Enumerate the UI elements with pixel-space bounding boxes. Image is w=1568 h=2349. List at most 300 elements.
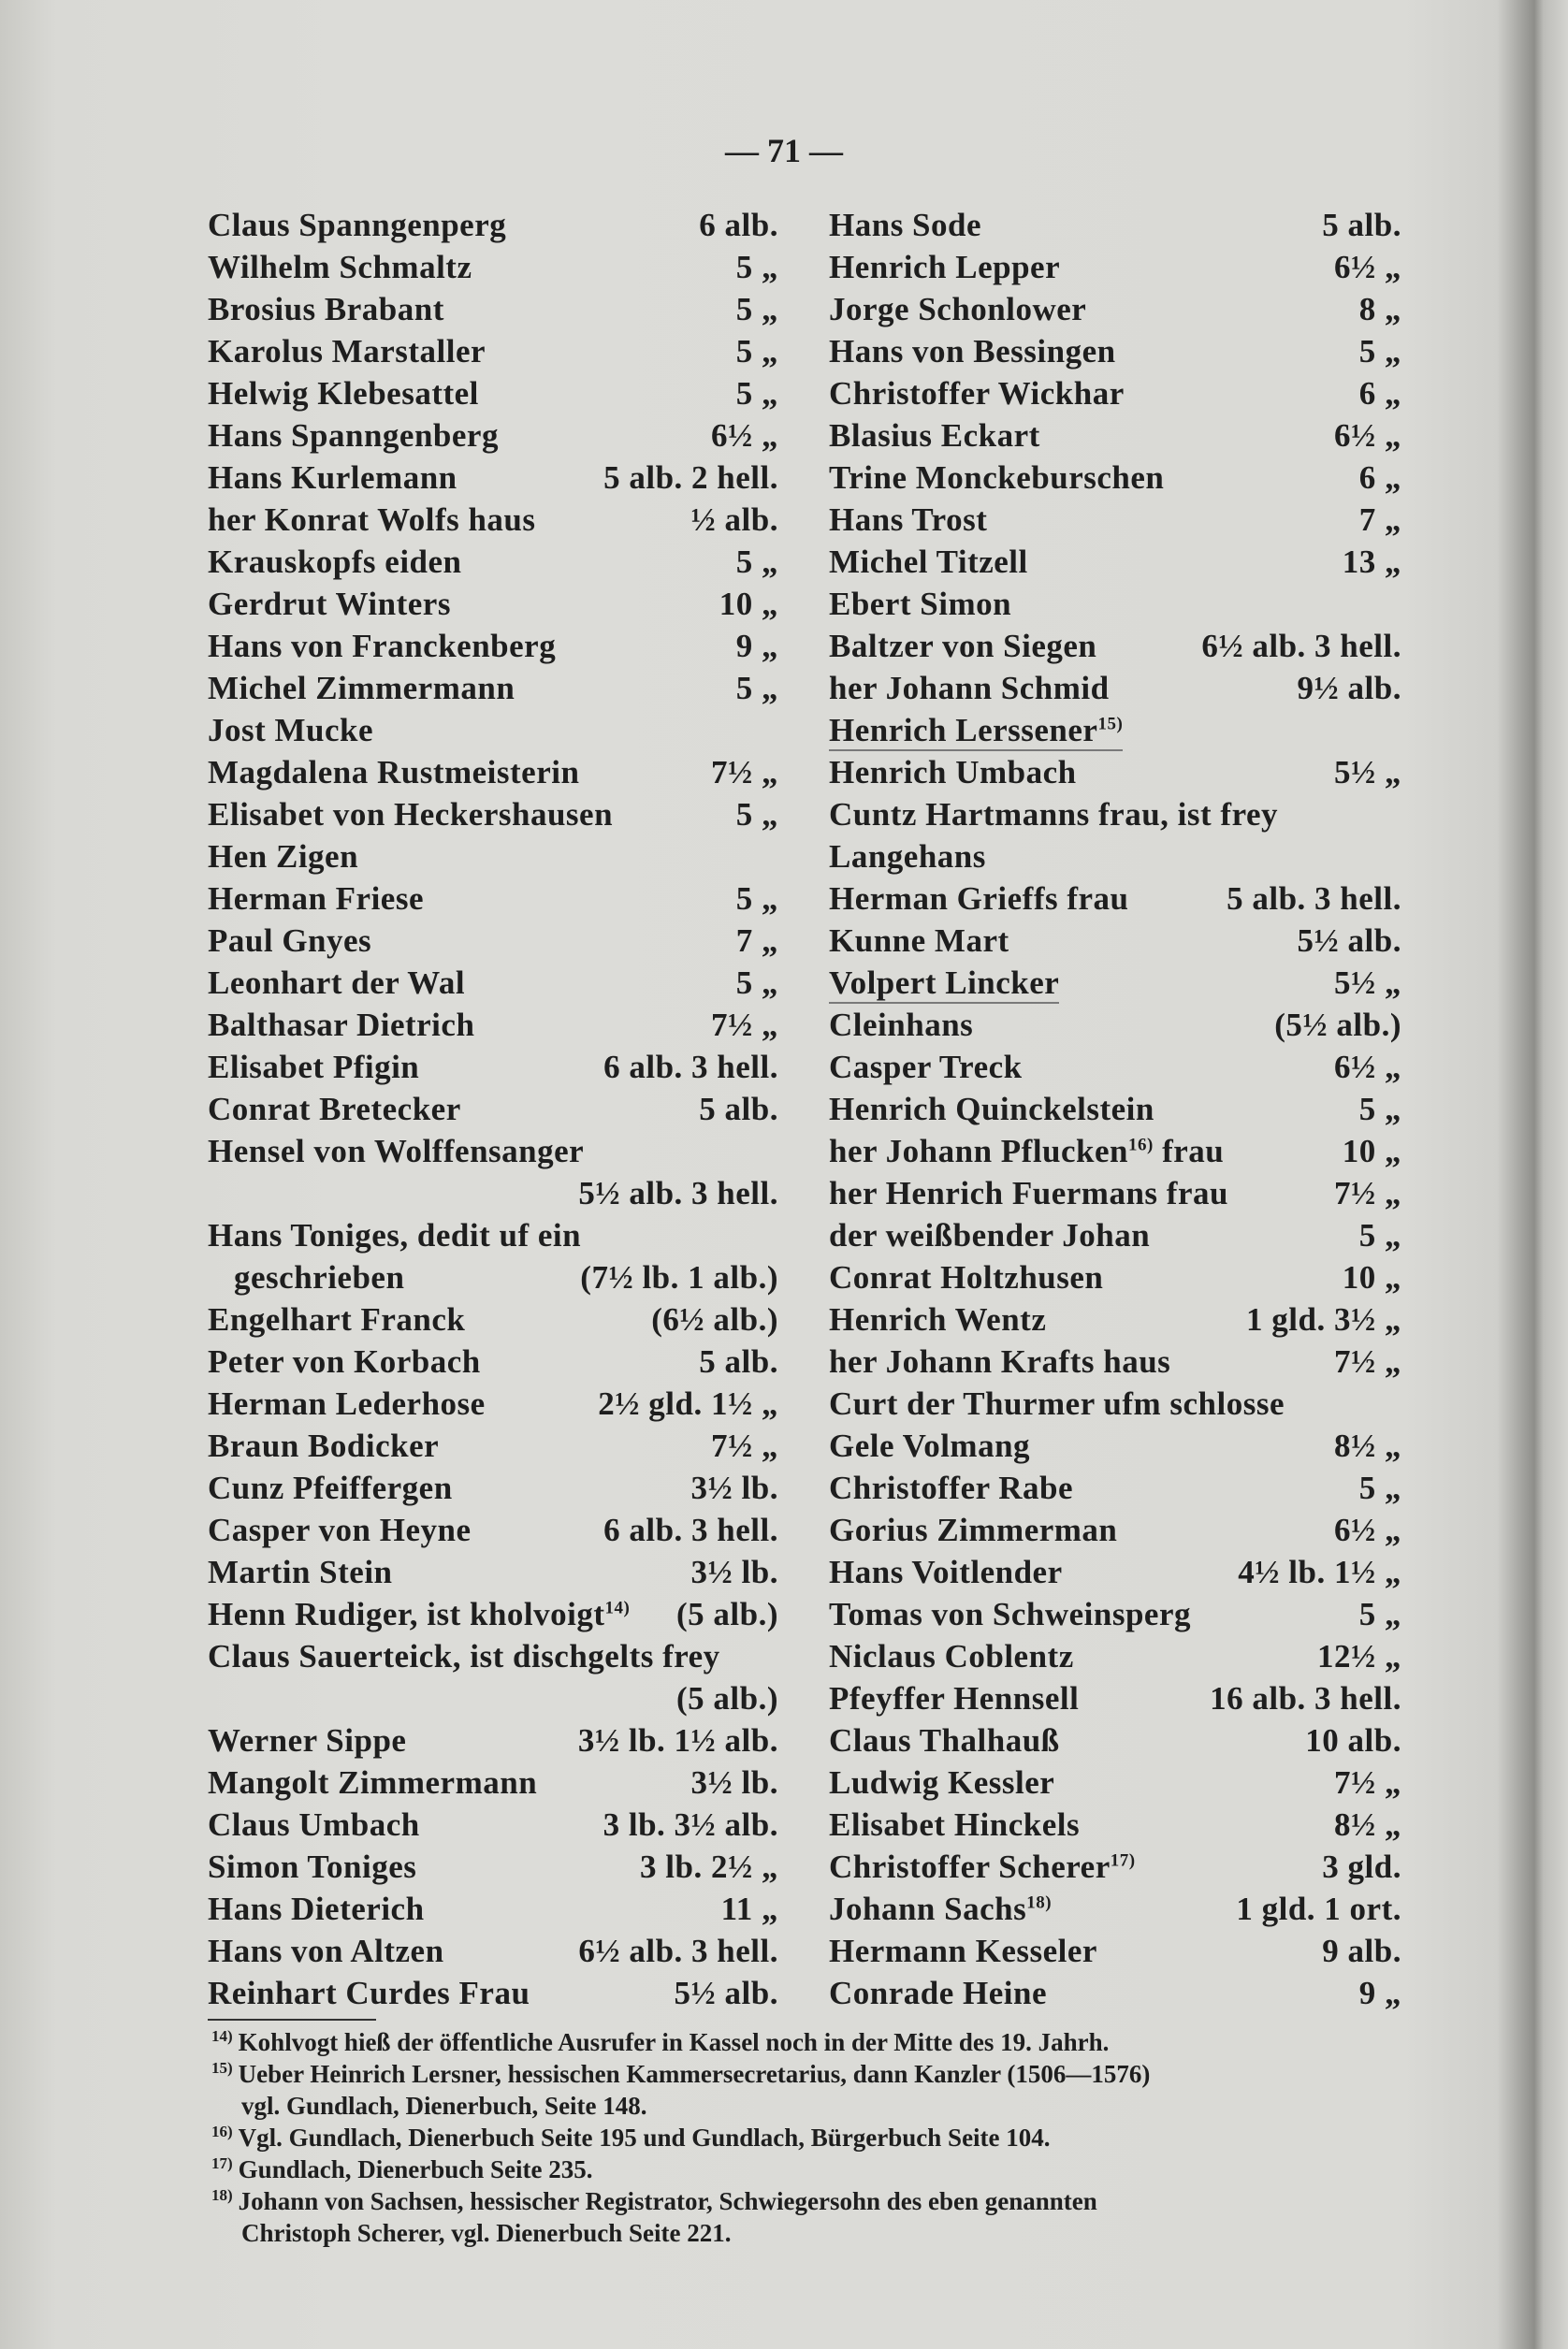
entry-amount: ½ alb. xyxy=(690,501,778,538)
entry-amount: 5 „ xyxy=(1358,1091,1401,1127)
footnote-text: Christoph Scherer, vgl. Dienerbuch Seite 221. xyxy=(241,2219,732,2247)
footnote-line xyxy=(211,2153,1409,2185)
list-entry xyxy=(208,1551,778,1593)
entry-name-text: Casper Treck xyxy=(829,1049,1023,1085)
footnote-divider xyxy=(208,2019,376,2021)
entry-name xyxy=(208,1256,404,1298)
footnote-number: 18) xyxy=(211,2186,233,2204)
entry-name-text: Peter von Korbach xyxy=(208,1343,481,1380)
entry-amount: 10 „ xyxy=(1342,1133,1401,1169)
list-entry xyxy=(829,330,1401,372)
entry-amount: 7½ „ xyxy=(1334,1343,1401,1380)
entry-amount: 6½ „ xyxy=(1334,1512,1401,1548)
list-entry xyxy=(829,962,1401,1004)
list-entry xyxy=(208,288,778,330)
list-entry xyxy=(208,1930,778,1972)
entry-amount: 5 „ xyxy=(735,249,778,285)
entry-amount: 5 „ xyxy=(735,544,778,580)
entry-name-text: Hans Kurlemann xyxy=(208,459,457,496)
list-entry xyxy=(829,499,1401,541)
entry-name-text: Henrich Umbach xyxy=(829,754,1077,790)
entry-name xyxy=(829,414,1040,457)
entry-name-text: Braun Bodicker xyxy=(208,1428,440,1464)
list-entry xyxy=(829,1762,1401,1804)
list-entry xyxy=(829,1677,1401,1719)
entry-name xyxy=(829,541,1028,583)
entry-name xyxy=(208,1214,581,1256)
list-entry xyxy=(208,1088,778,1130)
entry-name xyxy=(829,1804,1080,1846)
list-entry xyxy=(208,1972,778,2014)
entry-name-text: Ebert Simon xyxy=(829,586,1012,622)
entry-amount: 6½ „ xyxy=(1334,249,1401,285)
list-entry xyxy=(208,1719,778,1762)
entry-name xyxy=(208,499,536,541)
entry-name-text: Helwig Klebesattel xyxy=(208,375,479,412)
entry-name-text: Jorge Schonlower xyxy=(829,291,1087,327)
entry-amount: 7½ „ xyxy=(711,1428,778,1464)
entry-name-text: Henrich Quinckelstein xyxy=(829,1091,1154,1127)
entry-name-text: Jost Mucke xyxy=(208,712,374,748)
list-entry xyxy=(208,414,778,457)
list-entry xyxy=(829,1804,1401,1846)
entry-amount: 5 „ xyxy=(1358,1470,1401,1506)
list-entry xyxy=(208,835,778,877)
entry-amount: 7 „ xyxy=(1358,501,1401,538)
entry-name xyxy=(208,457,457,499)
list-entry xyxy=(829,372,1401,414)
entry-amount: 6 alb. xyxy=(699,207,778,243)
list-entry xyxy=(829,625,1401,667)
entry-name-text: Ludwig Kessler xyxy=(829,1764,1055,1801)
entry-name xyxy=(208,246,472,288)
right-column-list xyxy=(829,204,1401,2014)
list-entry xyxy=(829,709,1401,751)
entry-name-text: Hans Spanngenberg xyxy=(208,417,499,454)
entry-name-text: Hans von Bessingen xyxy=(829,333,1116,370)
entry-name-text: Blasius Eckart xyxy=(829,417,1040,454)
list-entry xyxy=(208,1509,778,1551)
entry-amount: (5 alb.) xyxy=(676,1680,778,1717)
entry-name xyxy=(829,877,1129,920)
list-entry xyxy=(829,1046,1401,1088)
entry-name-text: Claus Sauerteick, ist dischgelts frey xyxy=(208,1638,720,1675)
entry-name xyxy=(208,920,371,962)
entry-name-text: Reinhart Curdes Frau xyxy=(208,1975,530,2011)
entry-amount: 5 „ xyxy=(735,291,778,327)
list-entry xyxy=(829,877,1401,920)
entry-amount: 8 „ xyxy=(1358,291,1401,327)
list-entry xyxy=(829,920,1401,962)
footnote-number: 17) xyxy=(211,2154,233,2172)
entry-name xyxy=(829,1972,1047,2014)
list-entry xyxy=(829,1214,1401,1256)
entry-name xyxy=(829,457,1164,499)
entry-amount: 6½ „ xyxy=(1334,417,1401,454)
entry-amount: 1 gld. 1 ort. xyxy=(1236,1891,1401,1927)
entry-amount: 5 „ xyxy=(735,375,778,412)
list-entry xyxy=(829,1383,1401,1425)
list-entry xyxy=(829,751,1401,793)
list-entry xyxy=(829,1341,1401,1383)
entry-name-text: Christoffer Rabe xyxy=(829,1470,1074,1506)
list-entry xyxy=(208,1467,778,1509)
entry-name-text: Werner Sippe xyxy=(208,1722,407,1759)
entry-name xyxy=(208,1467,453,1509)
entry-amount: 5 alb. 2 hell. xyxy=(603,459,778,496)
list-entry xyxy=(208,204,778,246)
list-entry xyxy=(208,1383,778,1425)
entry-name xyxy=(829,1004,973,1046)
list-entry xyxy=(208,1888,778,1930)
entry-name-text: Henrich Wentz xyxy=(829,1301,1047,1338)
list-entry xyxy=(829,583,1401,625)
entry-amount: 5½ „ xyxy=(1334,754,1401,790)
entry-name xyxy=(208,1930,444,1972)
entry-amount: 5 alb. xyxy=(699,1343,778,1380)
list-entry xyxy=(829,457,1401,499)
footnote-line xyxy=(211,2185,1409,2217)
entry-name-text: Volpert Lincker xyxy=(829,964,1060,1001)
entry-name-text: Elisabet Pfigin xyxy=(208,1049,420,1085)
entry-name xyxy=(208,1551,393,1593)
entry-name xyxy=(208,541,462,583)
entry-name xyxy=(829,1467,1073,1509)
entry-amount: 5 „ xyxy=(1358,1596,1401,1632)
list-entry xyxy=(829,1088,1401,1130)
list-entry xyxy=(208,583,778,625)
list-entry xyxy=(829,246,1401,288)
entry-name-text: geschrieben xyxy=(234,1259,405,1296)
entry-amount: 5½ „ xyxy=(1334,964,1401,1001)
entry-name xyxy=(829,962,1059,1004)
entry-amount: 3 gld. xyxy=(1322,1849,1401,1885)
entry-name xyxy=(829,625,1096,667)
footnote-text: Gundlach, Dienerbuch Seite 235. xyxy=(238,2155,593,2183)
entry-name xyxy=(829,1509,1117,1551)
entry-name-text: Hans Voitlender xyxy=(829,1554,1063,1590)
footnote-line xyxy=(211,2217,1409,2249)
entry-amount: 8½ „ xyxy=(1334,1806,1401,1843)
entry-name xyxy=(829,1046,1023,1088)
list-entry xyxy=(208,541,778,583)
list-entry xyxy=(829,1425,1401,1467)
entry-name xyxy=(829,1341,1170,1383)
entry-name xyxy=(829,1888,1052,1930)
entry-name-text: Trine Monckeburschen xyxy=(829,459,1165,496)
entry-name-text: Cuntz Hartmanns frau, ist frey xyxy=(829,796,1279,833)
entry-amount: 10 alb. xyxy=(1305,1722,1401,1759)
entry-amount: 6½ alb. 3 hell. xyxy=(1201,628,1401,664)
entry-amount: 1 gld. 3½ „ xyxy=(1246,1301,1401,1338)
entry-name xyxy=(208,1804,420,1846)
entry-amount: 10 „ xyxy=(719,586,778,622)
list-entry xyxy=(829,1467,1401,1509)
entry-name xyxy=(829,1635,1074,1677)
list-entry xyxy=(208,246,778,288)
list-entry xyxy=(829,288,1401,330)
entry-name xyxy=(208,962,465,1004)
list-entry xyxy=(208,1298,778,1341)
footnote-ref: 15) xyxy=(1097,714,1124,734)
entry-name-text: Krauskopfs eiden xyxy=(208,544,462,580)
list-entry xyxy=(829,1298,1401,1341)
list-entry xyxy=(208,330,778,372)
list-entry xyxy=(208,1256,778,1298)
entry-amount: 6½ „ xyxy=(711,417,778,454)
entry-name xyxy=(208,1004,474,1046)
list-entry xyxy=(208,1635,778,1677)
entry-amount: 5 „ xyxy=(735,964,778,1001)
entry-amount: 5½ alb. 3 hell. xyxy=(578,1175,778,1211)
entry-name-text: Conrade Heine xyxy=(829,1975,1048,2011)
entry-name-text: Gerdrut Winters xyxy=(208,586,451,622)
list-entry xyxy=(208,1214,778,1256)
entry-name-text: Herman Lederhose xyxy=(208,1385,486,1422)
list-entry xyxy=(208,499,778,541)
entry-amount: 5 „ xyxy=(735,880,778,917)
entry-amount: 5 „ xyxy=(735,670,778,706)
entry-name xyxy=(208,835,358,877)
entry-amount: 5 alb. xyxy=(699,1091,778,1127)
footnote-line xyxy=(211,2122,1409,2153)
entry-name xyxy=(829,1172,1228,1214)
footnote-text: Vgl. Gundlach, Dienerbuch Seite 195 und Gundlach, Bürgerbuch Seite 104. xyxy=(238,2124,1051,2152)
entry-amount: 4½ lb. 1½ „ xyxy=(1238,1554,1401,1590)
list-entry xyxy=(208,1804,778,1846)
entry-name xyxy=(829,1762,1054,1804)
footnote-text: vgl. Gundlach, Dienerbuch, Seite 148. xyxy=(241,2092,647,2120)
entry-name-text: Hans von Altzen xyxy=(208,1933,444,1969)
entry-name xyxy=(829,751,1077,793)
entry-amount: 3 lb. 2½ „ xyxy=(640,1849,778,1885)
entry-name-text: Pfeyffer Hennsell xyxy=(829,1680,1080,1717)
entry-name-text: Martin Stein xyxy=(208,1554,393,1590)
footnote-number: 14) xyxy=(211,2027,233,2045)
entry-amount: 5½ alb. xyxy=(1297,922,1401,959)
entry-name xyxy=(208,1509,472,1551)
entry-amount: 2½ gld. 1½ „ xyxy=(598,1385,778,1422)
entry-amount: 5 „ xyxy=(735,796,778,833)
list-entry xyxy=(208,667,778,709)
entry-name-text: Niclaus Coblentz xyxy=(829,1638,1074,1675)
entry-name-text: Christoffer Wickhar xyxy=(829,375,1125,412)
list-entry xyxy=(829,1256,1401,1298)
footnotes xyxy=(211,2026,1409,2249)
list-entry xyxy=(829,414,1401,457)
list-entry xyxy=(208,793,778,835)
entry-name xyxy=(829,1256,1103,1298)
entry-amount: 7½ „ xyxy=(711,1007,778,1043)
entry-amount: 8½ „ xyxy=(1334,1428,1401,1464)
entry-name xyxy=(208,1888,425,1930)
entry-name xyxy=(829,1298,1046,1341)
entry-name-text: Langehans xyxy=(829,838,986,875)
list-entry xyxy=(208,1846,778,1888)
entry-name-text: Johann Sachs xyxy=(829,1891,1027,1927)
entry-name-text: Gele Volmang xyxy=(829,1428,1031,1464)
list-entry xyxy=(208,1677,778,1719)
entry-name-text: her Johann Krafts haus xyxy=(829,1343,1171,1380)
entry-name xyxy=(829,1130,1224,1172)
entry-amount: 6 alb. 3 hell. xyxy=(603,1049,778,1085)
entry-amount: 5 „ xyxy=(1358,1217,1401,1254)
entry-name-text: Henn Rudiger, ist kholvoigt xyxy=(208,1596,605,1632)
entry-amount: 3½ lb. 1½ alb. xyxy=(577,1722,778,1759)
list-entry xyxy=(829,1888,1401,1930)
entry-name xyxy=(829,1214,1150,1256)
entry-name xyxy=(208,288,444,330)
entry-name xyxy=(208,709,373,751)
entry-name-text: Michel Titzell xyxy=(829,544,1028,580)
entry-name-text: Michel Zimmermann xyxy=(208,670,515,706)
entry-name-text: Hensel von Wolffensanger xyxy=(208,1133,585,1169)
entry-name xyxy=(208,1425,439,1467)
entry-name xyxy=(208,204,506,246)
entry-name-text: Conrat Bretecker xyxy=(208,1091,461,1127)
entry-name-text: Hans Trost xyxy=(829,501,988,538)
entry-amount: (6½ alb.) xyxy=(651,1301,778,1338)
entry-name-text: der weißbender Johan xyxy=(829,1217,1151,1254)
list-entry xyxy=(829,1551,1401,1593)
entry-amount: 13 „ xyxy=(1342,544,1401,580)
entry-name-text: Simon Toniges xyxy=(208,1849,417,1885)
entry-name xyxy=(829,1425,1030,1467)
entry-name-text: Hans Sode xyxy=(829,207,982,243)
list-entry xyxy=(829,1846,1401,1888)
list-entry xyxy=(829,1972,1401,2014)
list-entry xyxy=(829,667,1401,709)
entry-name xyxy=(208,1383,486,1425)
list-entry xyxy=(829,204,1401,246)
entry-amount: 6 „ xyxy=(1358,375,1401,412)
list-entry xyxy=(208,1593,778,1635)
entry-name xyxy=(208,625,556,667)
entry-name xyxy=(208,1972,530,2014)
list-entry xyxy=(829,835,1401,877)
entry-name xyxy=(829,583,1011,625)
entry-name-text: Casper von Heyne xyxy=(208,1512,472,1548)
entry-amount: 5 alb. 3 hell. xyxy=(1227,880,1401,917)
footnote-number: 16) xyxy=(211,2123,233,2140)
list-entry xyxy=(829,1509,1401,1551)
entry-name xyxy=(208,1341,481,1383)
list-entry xyxy=(208,1046,778,1088)
list-entry xyxy=(829,1930,1401,1972)
entry-amount: 3½ lb. xyxy=(690,1470,778,1506)
list-entry xyxy=(829,1635,1401,1677)
list-entry xyxy=(829,793,1401,835)
list-entry xyxy=(208,1004,778,1046)
entry-name-text: Karolus Marstaller xyxy=(208,333,486,370)
footnote-line xyxy=(211,2026,1409,2058)
entry-name-text: Engelhart Franck xyxy=(208,1301,466,1338)
entry-name-text: Gorius Zimmerman xyxy=(829,1512,1118,1548)
entry-name xyxy=(208,330,486,372)
entry-name-text: her Johann Pflucken xyxy=(829,1133,1129,1169)
entry-name xyxy=(208,1762,537,1804)
list-entry xyxy=(829,1719,1401,1762)
entry-amount: 7 „ xyxy=(735,922,778,959)
list-entry xyxy=(829,1130,1401,1172)
entry-name-text: Kunne Mart xyxy=(829,922,1009,959)
entry-name xyxy=(829,330,1116,372)
entry-name xyxy=(829,1930,1097,1972)
entry-name xyxy=(208,667,515,709)
entry-name-text: Cleinhans xyxy=(829,1007,974,1043)
entry-name-text: Claus Spanngenperg xyxy=(208,207,507,243)
entry-name-text: Wilhelm Schmaltz xyxy=(208,249,472,285)
entry-amount: 11 „ xyxy=(720,1891,778,1927)
entry-name xyxy=(829,1551,1063,1593)
list-entry xyxy=(829,1004,1401,1046)
entry-name xyxy=(208,372,479,414)
entry-name xyxy=(208,1635,720,1677)
entry-name-text: Hans von Franckenberg xyxy=(208,628,557,664)
entry-amount: 7½ „ xyxy=(1334,1764,1401,1801)
entry-name-text: Claus Umbach xyxy=(208,1806,420,1843)
footnote-ref: 14) xyxy=(604,1598,631,1618)
entry-amount: 3½ lb. xyxy=(690,1554,778,1590)
entry-name-text: Mangolt Zimmermann xyxy=(208,1764,538,1801)
entry-name-text: Hermann Kesseler xyxy=(829,1933,1097,1969)
footnote-ref: 17) xyxy=(1110,1850,1136,1871)
entry-name xyxy=(829,835,986,877)
entry-name xyxy=(829,1088,1154,1130)
entry-name xyxy=(208,1130,584,1172)
list-entry xyxy=(208,1762,778,1804)
entry-name-text: Baltzer von Siegen xyxy=(829,628,1097,664)
left-column-list xyxy=(208,204,778,2014)
entry-name xyxy=(829,246,1060,288)
entry-amount: 6 „ xyxy=(1358,459,1401,496)
entry-amount: 7½ „ xyxy=(711,754,778,790)
entry-amount: 5 „ xyxy=(735,333,778,370)
list-entry xyxy=(208,962,778,1004)
entry-name-text: Cunz Pfeiffergen xyxy=(208,1470,453,1506)
entry-amount: (5½ alb.) xyxy=(1274,1007,1401,1043)
entry-amount: 3½ lb. xyxy=(690,1764,778,1801)
entry-name-text: her Henrich Fuermans frau xyxy=(829,1175,1228,1211)
entry-amount: 5½ alb. xyxy=(674,1975,778,2011)
entry-name xyxy=(829,709,1123,751)
entry-name xyxy=(829,1677,1079,1719)
entry-amount: 12½ „ xyxy=(1317,1638,1401,1675)
footnote-text: Johann von Sachsen, hessischer Registrator, Schwiegersohn des eben genannten xyxy=(238,2187,1097,2215)
entry-name xyxy=(829,204,981,246)
entry-name xyxy=(208,877,424,920)
entry-amount: (5 alb.) xyxy=(676,1596,778,1632)
entry-name xyxy=(208,1719,406,1762)
list-entry xyxy=(208,920,778,962)
entry-name-text: Hans Toniges, dedit uf ein xyxy=(208,1217,582,1254)
entry-name-text: Elisabet von Heckershausen xyxy=(208,796,614,833)
entry-name-text: Hen Zigen xyxy=(208,838,359,875)
entry-name xyxy=(829,1846,1136,1888)
entry-name xyxy=(208,1846,416,1888)
entry-amount: 6 alb. 3 hell. xyxy=(603,1512,778,1548)
entry-amount: 9½ alb. xyxy=(1297,670,1401,706)
list-entry xyxy=(829,541,1401,583)
entry-name-text: Henrich Lerssener xyxy=(829,712,1098,748)
footnote-ref: 16) xyxy=(1128,1135,1154,1155)
entry-name-text: Elisabet Hinckels xyxy=(829,1806,1081,1843)
entry-name xyxy=(208,1593,630,1635)
entry-name xyxy=(208,793,613,835)
entry-amount: 16 alb. 3 hell. xyxy=(1210,1680,1401,1717)
entry-amount: 10 „ xyxy=(1342,1259,1401,1296)
entry-amount: 5 alb. xyxy=(1322,207,1401,243)
